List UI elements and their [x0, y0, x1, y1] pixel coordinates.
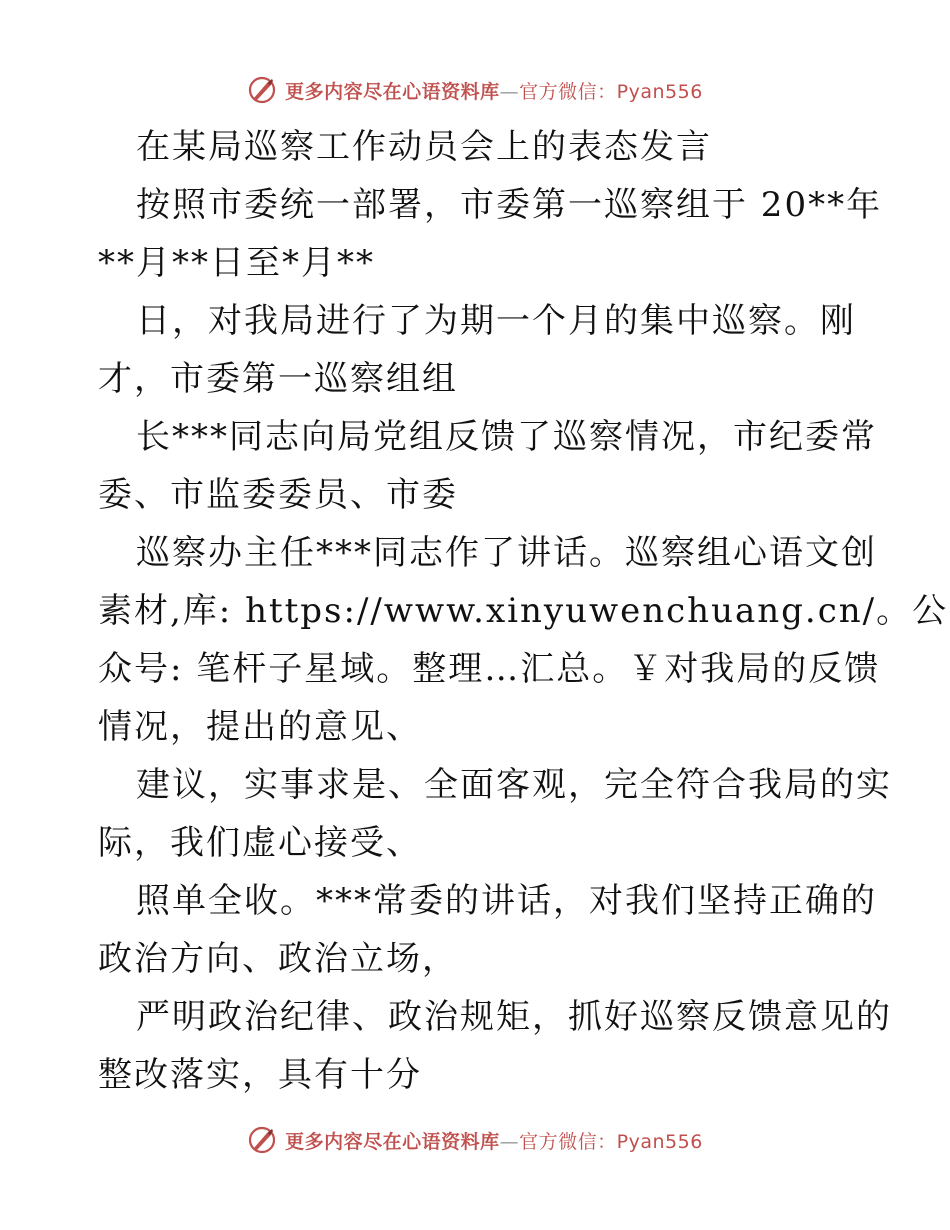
paragraph-line: 众号: 笔杆子星域。整理…汇总。￥对我局的反馈: [98, 649, 881, 689]
paragraph-line: 严明政治纪律、政治规矩，抓好巡察反馈意见的: [136, 997, 892, 1037]
paragraph-line: 政治方向、政治立场，: [98, 939, 458, 979]
paragraph-line: 巡察办主任***同志作了讲话。巡察组心语文创: [136, 533, 877, 573]
paragraph-line: **月**日至*月**: [98, 243, 375, 283]
watermark-separator: —: [499, 1130, 520, 1153]
footer-watermark: [0, 1120, 950, 1160]
paragraph-line: 长***同志向局党组反馈了巡察情况，市纪委常: [136, 417, 877, 457]
watermark-wechat: 官方微信：Pyan556: [519, 80, 703, 103]
paragraph-line: 按照市委统一部署，市委第一巡察组于 20**年: [136, 185, 883, 225]
paragraph-line: 照单全收。***常委的讲话，对我们坚持正确的: [136, 881, 877, 921]
paragraph-line: 日，对我局进行了为期一个月的集中巡察。刚: [136, 301, 856, 341]
watermark-separator: —: [499, 80, 520, 103]
document-body: [98, 118, 949, 1104]
paragraph-line: 情况，提出的意见、: [98, 707, 422, 747]
watermark-main: 更多内容尽在心语资料库: [285, 1130, 500, 1153]
document-title: 在某局巡察工作动员会上的表态发言: [136, 127, 712, 167]
watermark-main: 更多内容尽在心语资料库: [285, 80, 500, 103]
header-watermark: [0, 70, 950, 110]
watermark-text: [285, 77, 703, 104]
quill-logo-icon: [247, 75, 277, 105]
paragraph-line: 委、市监委委员、市委: [98, 475, 458, 515]
paragraph-line: 际，我们虚心接受、: [98, 823, 422, 863]
paragraph-line: 整改落实，具有十分: [98, 1055, 422, 1095]
paragraph-line: 才，市委第一巡察组组: [98, 359, 458, 399]
watermark-wechat: 官方微信：Pyan556: [519, 1130, 703, 1153]
quill-logo-icon: [247, 1125, 277, 1155]
paragraph-line: 素材,库: https://www.xinyuwenchuang.cn/。公: [98, 591, 949, 631]
watermark-text: [285, 1127, 703, 1154]
paragraph-line: 建议，实事求是、全面客观，完全符合我局的实: [136, 765, 892, 805]
